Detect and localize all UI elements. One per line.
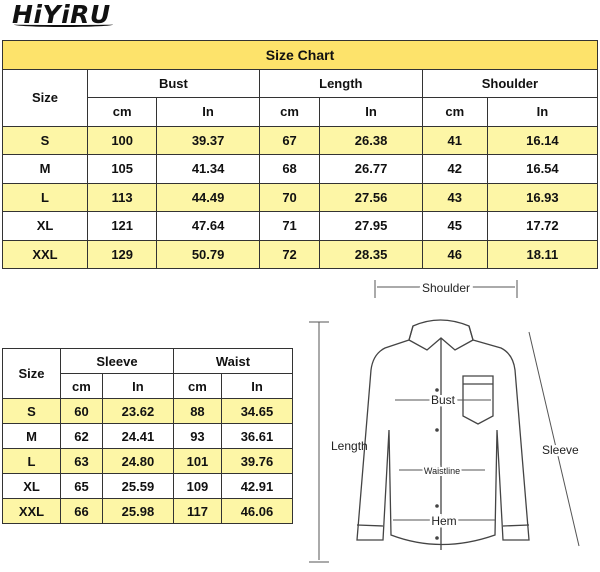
waistline-label: Waistline [423,466,461,476]
value-cell: 28.35 [320,240,422,269]
value-cell: 47.64 [157,212,259,241]
size-cell: M [3,424,61,449]
value-cell: 44.49 [157,183,259,212]
value-cell: 72 [259,240,319,269]
value-cell: 50.79 [157,240,259,269]
table-row [3,183,598,212]
value-cell: 117 [173,499,221,524]
size-cell: L [3,183,88,212]
length-header: Length [259,69,422,98]
table-row [3,155,598,184]
value-cell: 63 [61,449,103,474]
value-cell: 36.61 [221,424,292,449]
value-cell: 42.91 [221,474,292,499]
value-cell: 25.59 [102,474,173,499]
value-cell: 100 [88,126,157,155]
unit-header: In [487,98,597,127]
size-cell: S [3,399,61,424]
brand-logo: HiYiRU [12,0,111,29]
waist-header: Waist [173,349,292,374]
shirt-measurement-diagram [295,270,600,572]
unit-header: cm [173,374,221,399]
size-chart-table [2,40,598,269]
value-cell: 16.14 [487,126,597,155]
value-cell: 39.37 [157,126,259,155]
size-header: Size [3,69,88,126]
value-cell: 42 [422,155,487,184]
value-cell: 45 [422,212,487,241]
table-row [3,449,293,474]
unit-header: cm [88,98,157,127]
value-cell: 60 [61,399,103,424]
length-label: Length [331,439,368,453]
value-cell: 27.56 [320,183,422,212]
value-cell: 26.77 [320,155,422,184]
value-cell: 24.80 [102,449,173,474]
value-cell: 43 [422,183,487,212]
size-chart-title: Size Chart [3,41,598,70]
value-cell: 16.54 [487,155,597,184]
size-cell: M [3,155,88,184]
value-cell: 16.93 [487,183,597,212]
value-cell: 109 [173,474,221,499]
value-cell: 39.76 [221,449,292,474]
value-cell: 41.34 [157,155,259,184]
value-cell: 88 [173,399,221,424]
size-cell: XL [3,474,61,499]
unit-header: In [320,98,422,127]
unit-header: cm [61,374,103,399]
sleeve-label: Sleeve [542,443,579,457]
value-cell: 101 [173,449,221,474]
value-cell: 68 [259,155,319,184]
unit-header: In [157,98,259,127]
value-cell: 46 [422,240,487,269]
value-cell: 67 [259,126,319,155]
value-cell: 129 [88,240,157,269]
size-cell: XL [3,212,88,241]
table-row [3,499,293,524]
size-cell: L [3,449,61,474]
table-row [3,212,598,241]
value-cell: 71 [259,212,319,241]
unit-header: cm [259,98,319,127]
value-cell: 41 [422,126,487,155]
size-cell: XXL [3,499,61,524]
sleeve-header: Sleeve [61,349,174,374]
value-cell: 17.72 [487,212,597,241]
size-cell: S [3,126,88,155]
unit-header: cm [422,98,487,127]
table-row [3,399,293,424]
value-cell: 65 [61,474,103,499]
value-cell: 121 [88,212,157,241]
table-row [3,424,293,449]
shoulder-header: Shoulder [422,69,597,98]
value-cell: 18.11 [487,240,597,269]
value-cell: 24.41 [102,424,173,449]
shoulder-label: Shoulder [421,281,471,295]
value-cell: 105 [88,155,157,184]
value-cell: 23.62 [102,399,173,424]
value-cell: 62 [61,424,103,449]
unit-header: In [221,374,292,399]
hem-label: Hem [431,514,457,528]
value-cell: 113 [88,183,157,212]
table-row [3,240,598,269]
value-cell: 70 [259,183,319,212]
value-cell: 27.95 [320,212,422,241]
value-cell: 34.65 [221,399,292,424]
value-cell: 25.98 [102,499,173,524]
value-cell: 26.38 [320,126,422,155]
bust-header: Bust [88,69,260,98]
sleeve-waist-table [2,348,293,524]
value-cell: 46.06 [221,499,292,524]
value-cell: 66 [61,499,103,524]
bust-label: Bust [430,393,456,407]
table-row [3,126,598,155]
size-cell: XXL [3,240,88,269]
table-row [3,474,293,499]
value-cell: 93 [173,424,221,449]
unit-header: In [102,374,173,399]
size-header: Size [3,349,61,399]
